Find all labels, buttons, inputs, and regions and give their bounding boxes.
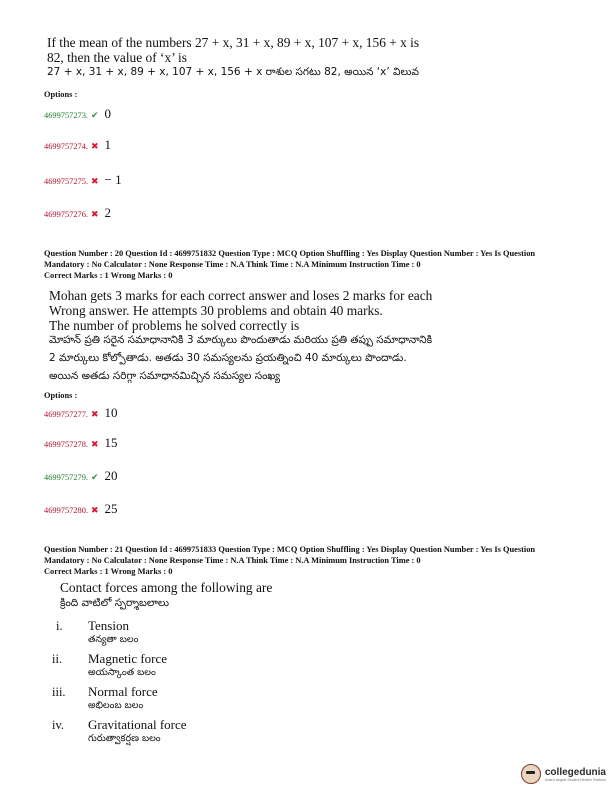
q21-item-1-number: i.	[56, 619, 63, 633]
q20-text-line2: Wrong answer. He attempts 30 problems and obtain 40 marks.	[49, 303, 383, 318]
q19-text-line2: 82, then the value of ‘x’ is	[47, 50, 187, 65]
q20-option-3	[44, 467, 118, 485]
q19-option-1	[44, 105, 111, 123]
option-id: 4699757278.	[44, 440, 88, 449]
q21-item-2-text: Magnetic force	[88, 651, 168, 666]
correct-check-icon: ✔	[90, 110, 99, 120]
q19-option-4	[44, 204, 111, 222]
option-id: 4699757275.	[44, 177, 88, 186]
collegedunia-logo	[521, 764, 606, 784]
wrong-cross-icon: ✖	[90, 141, 99, 151]
option-id: 4699757277.	[44, 410, 88, 419]
q20-options-label: Options :	[44, 391, 78, 400]
option-value: 20	[104, 468, 118, 483]
option-value: 1	[104, 137, 112, 152]
q21-item-2-telugu: అయస్కాంత బలం	[88, 667, 156, 678]
q21-item-3-number: iii.	[52, 685, 66, 699]
option-value: 15	[104, 435, 118, 450]
q21-meta-line2: Mandatory : No Calculator : None Response Time : N.A Think Time : N.A Minimum Instruction Time : 0	[44, 556, 421, 565]
option-id: 4699757273.	[44, 111, 88, 120]
option-value: − 1	[104, 172, 122, 187]
wrong-cross-icon: ✖	[90, 505, 99, 515]
q20-text-line3: The number of problems he solved correctly is	[49, 318, 300, 333]
q20-telugu-line1: మోహన్ ప్రతి సరైన సమాధానానికి 3 మార్కులు పొందుతాడు మరియు ప్రతి తప్పు సమాధానానికి	[49, 334, 433, 346]
wrong-cross-icon: ✖	[90, 176, 99, 186]
option-id: 4699757276.	[44, 210, 88, 219]
q20-meta-line2: Mandatory : No Calculator : None Response Time : N.A Think Time : N.A Minimum Instruction Time : 0	[44, 260, 421, 269]
wrong-cross-icon: ✖	[90, 439, 99, 449]
q21-item-1-telugu: తన్యతా బలం	[88, 634, 139, 645]
q20-text-line1: Mohan gets 3 marks for each correct answer and loses 2 marks for each	[49, 288, 433, 303]
q20-telugu-line2: 2 మార్కులు కోల్పోతాడు. అతడు 30 సమస్యలను ప్రయత్నించి 40 మార్కులు పొందాడు.	[49, 352, 407, 364]
q20-telugu-line3: అయిన అతడు సరిగ్గా సమాధానమిచ్చిన సమస్యల సంఖ్య	[49, 370, 281, 382]
q21-item-4-number: iv.	[52, 718, 65, 732]
q20-option-1	[44, 404, 118, 422]
correct-check-icon: ✔	[90, 472, 99, 482]
q19-options-label: Options :	[44, 90, 78, 99]
option-id: 4699757274.	[44, 142, 88, 151]
option-id: 4699757280.	[44, 506, 88, 515]
wrong-cross-icon: ✖	[90, 409, 99, 419]
q21-item-2-number: ii.	[52, 652, 63, 666]
wrong-cross-icon: ✖	[90, 209, 99, 219]
q19-option-2	[44, 136, 111, 154]
brand-name: collegedunia	[544, 766, 606, 778]
q19-option-3	[44, 171, 122, 189]
q19-text-line1: If the mean of the numbers 27 + x, 31 + x, 89 + x, 107 + x, 156 + x is	[47, 35, 420, 50]
q21-item-3-text: Normal force	[88, 684, 158, 699]
option-value: 0	[104, 106, 112, 121]
option-value: 25	[104, 501, 118, 516]
mascot-icon	[521, 764, 541, 784]
q21-item-3-telugu: అభిలంబ బలం	[88, 700, 144, 711]
option-value: 10	[104, 405, 118, 420]
q20-meta-line1: Question Number : 20 Question Id : 4699751832 Question Type : MCQ Option Shuffling : Yes Display Question Number : Yes Is Question	[44, 249, 536, 258]
q21-item-4-telugu: గురుత్వాకర్షణ బలం	[88, 733, 161, 744]
q21-marks: Correct Marks : 1 Wrong Marks : 0	[44, 567, 173, 576]
q21-meta-line1: Question Number : 21 Question Id : 4699751833 Question Type : MCQ Option Shuffling : Yes Display Question Number : Yes Is Question	[44, 545, 536, 554]
q21-item-4-text: Gravitational force	[88, 717, 187, 732]
q20-option-2	[44, 434, 118, 452]
q20-option-4	[44, 500, 118, 518]
q19-telugu-text: 27 + x, 31 + x, 89 + x, 107 + x, 156 + x రాశుల సగటు 82, అయిన ‘x’ విలువ	[47, 66, 420, 78]
q20-marks: Correct Marks : 1 Wrong Marks : 0	[44, 271, 173, 280]
brand-tagline: India's largest Student Review Platform	[544, 777, 606, 782]
q21-item-1-text: Tension	[88, 618, 129, 633]
option-value: 2	[104, 205, 112, 220]
option-id: 4699757279.	[44, 473, 88, 482]
q21-telugu-text: క్రింది వాటిలో స్పర్శాబలాలు	[60, 597, 169, 609]
q21-text: Contact forces among the following are	[60, 580, 273, 595]
